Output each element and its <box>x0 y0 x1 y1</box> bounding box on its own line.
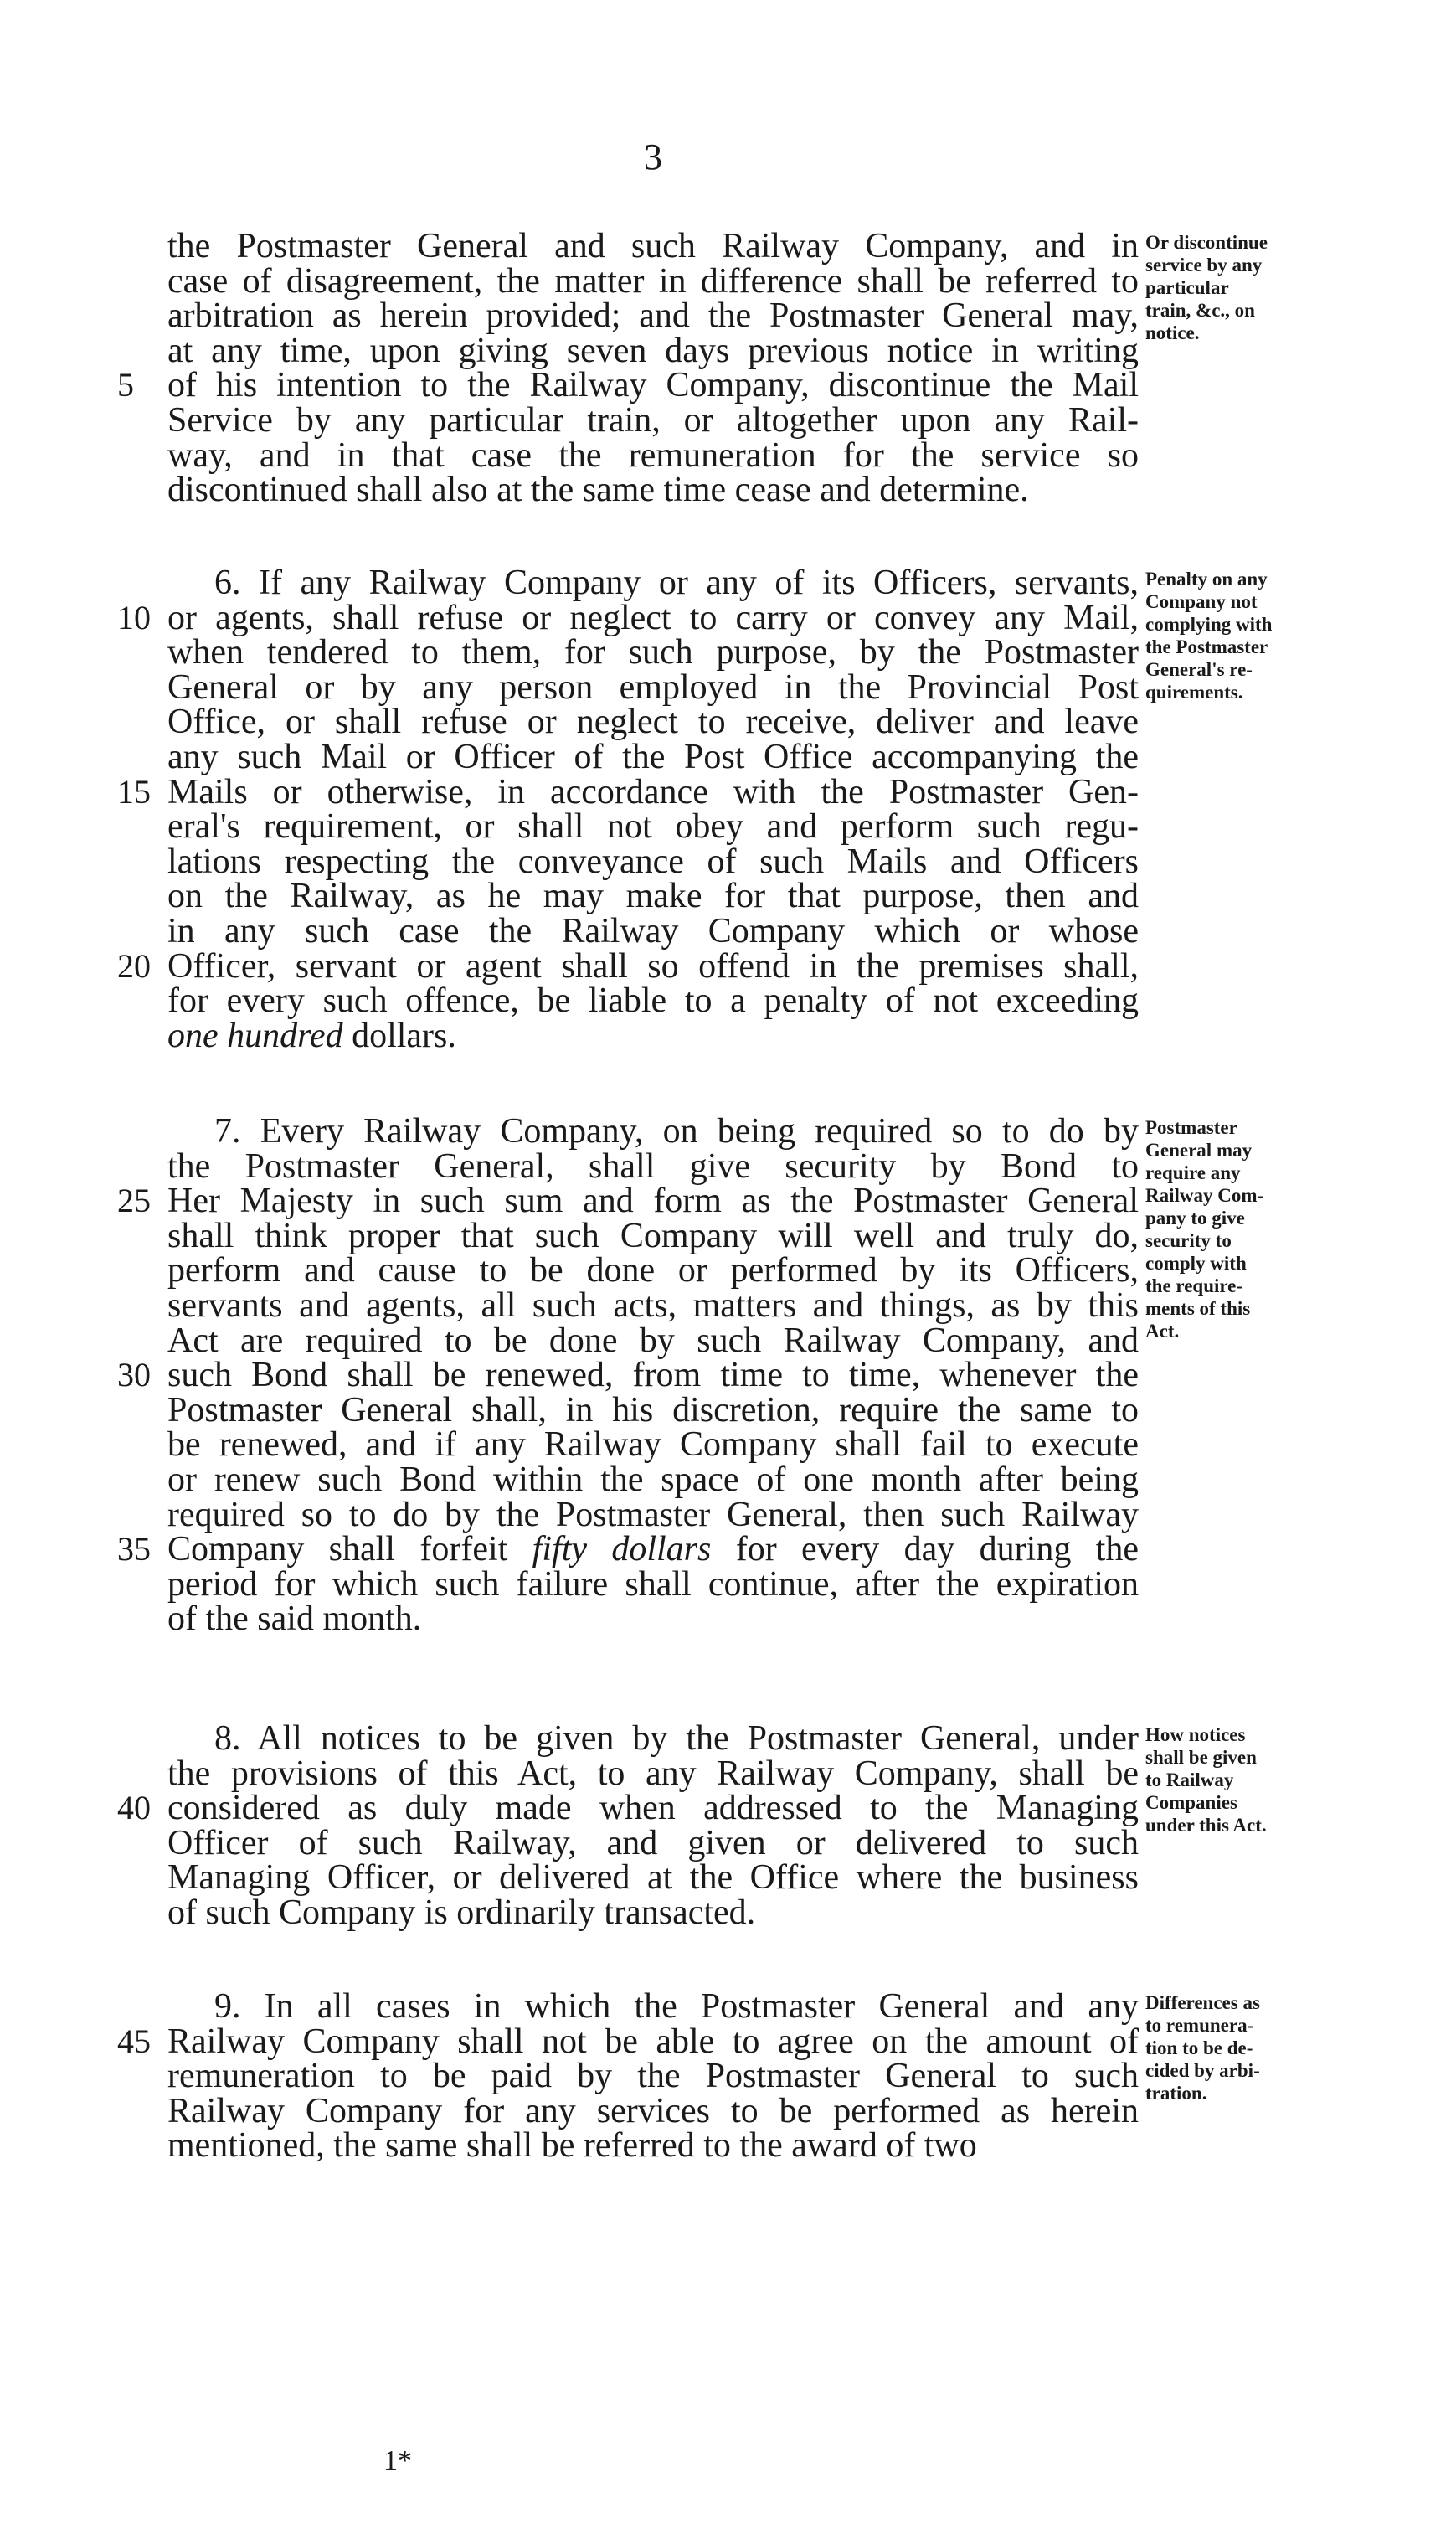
margin-note-line: General may <box>1145 1140 1253 1161</box>
text-line: such Bond shall be renewed, from time to time, whenever the <box>167 1356 1139 1395</box>
margin-note-line: Postmaster <box>1145 1117 1237 1138</box>
line-number: 40 <box>117 1789 151 1827</box>
text-line: be renewed, and if any Railway Company shall fail to execute <box>167 1425 1139 1465</box>
text-line: or renew such Bond within the space of one month after being <box>167 1460 1139 1499</box>
line-number: 35 <box>117 1530 151 1568</box>
text-line: one hundred dollars. <box>167 1016 456 1055</box>
margin-note-line: complying with <box>1145 614 1273 635</box>
margin-note-line: notice. <box>1145 322 1200 343</box>
line-number: 45 <box>117 2022 151 2060</box>
text-line: at any time, upon giving seven days previous notice in writing <box>167 331 1139 370</box>
text-line: required so to do by the Postmaster General, then such Railway <box>167 1495 1139 1534</box>
margin-note-line: Differences as <box>1145 1992 1260 2013</box>
margin-note-line: security to <box>1145 1230 1232 1251</box>
text-line: General or by any person employed in the Provincial Post <box>167 667 1139 707</box>
margin-note-line: tration. <box>1145 2083 1207 2104</box>
text-line: the Postmaster General and such Railway Company, and in <box>167 227 1139 265</box>
text-line: Railway Company for any services to be performed as herein <box>167 2091 1139 2130</box>
line-number: 25 <box>117 1182 151 1220</box>
margin-note <box>1145 231 1338 344</box>
text-line: 7. Every Railway Company, on being required so to do by <box>214 1112 1139 1151</box>
text-line: 8. All notices to be given by the Postmaster General, under <box>214 1719 1139 1758</box>
margin-note-line: Act. <box>1145 1321 1180 1342</box>
text-line: shall think proper that such Company will well and truly do, <box>167 1216 1139 1255</box>
text-line: Railway Company shall not be able to agree on the amount of <box>167 2022 1139 2061</box>
text-line: remuneration to be paid by the Postmaster General to such <box>167 2057 1139 2096</box>
text-line: in any such case the Railway Company which or whose <box>167 912 1139 950</box>
text-line: any such Mail or Officer of the Post Office accompanying the <box>167 738 1139 776</box>
margin-note-line: train, &c., on <box>1145 300 1255 321</box>
text-line: Office, or shall refuse or neglect to receive, deliver and leave <box>167 703 1139 742</box>
line-number: 15 <box>117 772 151 811</box>
text-line: the Postmaster General, shall give security by Bond to <box>167 1146 1139 1186</box>
signature-mark: 1* <box>383 2445 412 2476</box>
margin-note-line: to remunera- <box>1145 2015 1254 2036</box>
margin-note-line: under this Act. <box>1145 1815 1267 1836</box>
margin-note <box>1145 1723 1338 1836</box>
text-line: 9. In all cases in which the Postmaster General and any <box>214 1987 1139 2026</box>
line-number: 30 <box>117 1356 151 1394</box>
text-line: of the said month. <box>167 1599 422 1639</box>
text-line: 6. If any Railway Company or any of its Officers, servants, <box>214 564 1139 602</box>
text-line: Act are required to be done by such Railway Company, and <box>167 1321 1139 1360</box>
margin-note-line: Companies <box>1145 1792 1237 1813</box>
margin-note-line: the Postmaster <box>1145 636 1268 657</box>
margin-note-line: Penalty on any <box>1145 569 1268 590</box>
text-line: period for which such failure shall continue, after the expiration <box>167 1564 1139 1604</box>
text-line: Company shall forfeit fifty dollars for every day during the <box>167 1530 1139 1569</box>
text-line: of his intention to the Railway Company, discontinue the Mail <box>167 366 1139 405</box>
margin-note-line: pany to give <box>1145 1208 1245 1229</box>
text-line: lations respecting the conveyance of such Mails and Officers <box>167 842 1139 881</box>
text-line: arbitration as herein provided; and the Postmaster General may, <box>167 296 1139 336</box>
text-line: way, and in that case the remuneration for the service so <box>167 435 1139 475</box>
text-line: mentioned, the same shall be referred to the award of two <box>167 2126 977 2166</box>
margin-note-line: tion to be de- <box>1145 2037 1253 2058</box>
text-line: Officer, servant or agent shall so offend in the premises shall, <box>167 946 1139 986</box>
text-line: Managing Officer, or delivered at the Office where the business <box>167 1858 1139 1898</box>
margin-note-line: ments of this <box>1145 1298 1251 1319</box>
text-line: case of disagreement, the matter in difference shall be referred to <box>167 261 1139 301</box>
text-line: Her Majesty in such sum and form as the Postmaster General <box>167 1182 1139 1221</box>
text-line: Service by any particular train, or altogether upon any Rail- <box>167 401 1139 440</box>
line-number: 10 <box>117 598 151 636</box>
text-line: eral's requirement, or shall not obey and perform such regu- <box>167 807 1139 847</box>
margin-note-line: cided by arbi- <box>1145 2060 1260 2081</box>
margin-note-line: the require- <box>1145 1275 1243 1296</box>
text-line: Mails or otherwise, in accordance with the Postmaster Gen- <box>167 772 1139 811</box>
margin-note-line: Company not <box>1145 591 1258 612</box>
text-line: or agents, shall refuse or neglect to carry or convey any Mail, <box>167 598 1139 637</box>
margin-note-line: comply with <box>1145 1253 1247 1274</box>
margin-note-line: require any <box>1145 1162 1241 1183</box>
margin-note-line: to Railway <box>1145 1769 1234 1790</box>
text-line: on the Railway, as he may make for that purpose, then and <box>167 877 1139 916</box>
text-line: when tendered to them, for such purpose, by the Postmaster <box>167 633 1139 672</box>
margin-note-line: particular <box>1145 277 1229 298</box>
margin-note-line: How notices <box>1145 1724 1246 1745</box>
margin-note-line: quirements. <box>1145 682 1243 703</box>
margin-note <box>1145 568 1338 703</box>
margin-note-line: General's re- <box>1145 659 1253 680</box>
margin-note <box>1145 1116 1338 1342</box>
margin-note-line: service by any <box>1145 255 1263 276</box>
text-line: Officer of such Railway, and given or delivered to such <box>167 1823 1139 1862</box>
text-line: Postmaster General shall, in his discretion, require the same to <box>167 1390 1139 1429</box>
text-line: discontinued shall also at the same time cease and determine. <box>167 471 1029 510</box>
text-line: considered as duly made when addressed to the Managing <box>167 1789 1139 1828</box>
margin-note-line: Railway Com- <box>1145 1185 1264 1206</box>
page-number: 3 <box>644 137 662 178</box>
text-line: for every such offence, be liable to a penalty of not exceeding <box>167 981 1139 1021</box>
text-line: of such Company is ordinarily transacted. <box>167 1893 756 1932</box>
margin-note-line: Or discontinue <box>1145 232 1268 253</box>
line-number: 20 <box>117 946 151 985</box>
text-line: the provisions of this Act, to any Railway Company, shall be <box>167 1754 1139 1793</box>
line-number: 5 <box>117 366 134 404</box>
margin-note <box>1145 1991 1338 2104</box>
margin-note-line: shall be given <box>1145 1747 1257 1768</box>
text-line: servants and agents, all such acts, matters and things, as by this <box>167 1286 1139 1325</box>
text-line: perform and cause to be done or performed by its Officers, <box>167 1251 1139 1290</box>
